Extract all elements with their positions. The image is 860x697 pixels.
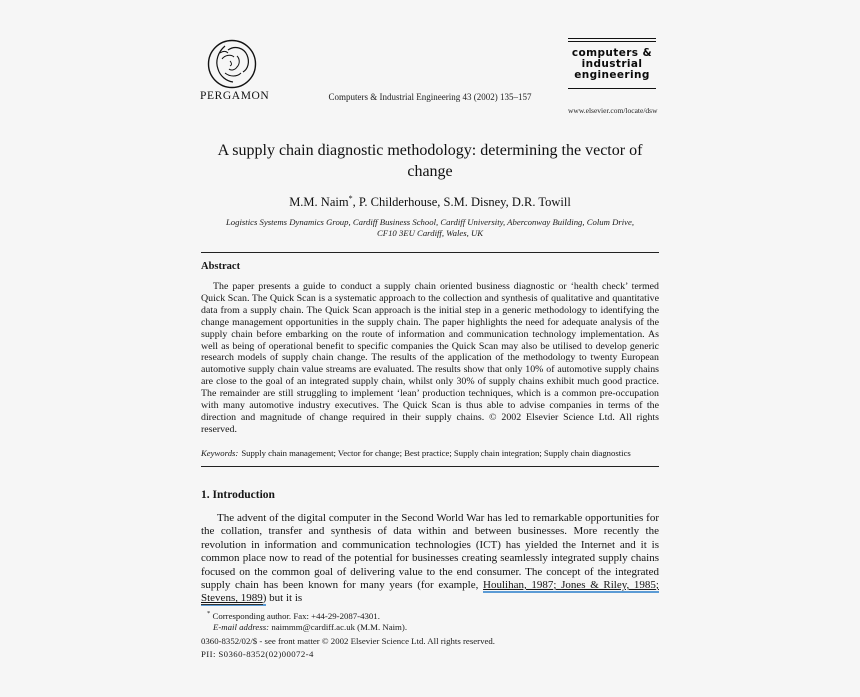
journal-box-bottom-rule	[568, 88, 656, 89]
journal-logo-title: computers & industrial engineering	[571, 47, 653, 81]
affiliation	[201, 217, 659, 238]
affiliation-line-2: CF10 3EU Cardiff, Wales, UK	[376, 227, 484, 238]
footnote-corresponding-text: Corresponding author. Fax: +44-29-2087-4301.	[210, 610, 380, 621]
footnote-divider	[201, 604, 263, 605]
journal-citation-line: Computers & Industrial Engineering 43 (2002) 135–157	[328, 92, 532, 102]
footnote-asterisk: *	[207, 610, 211, 617]
introduction-text-after: but it is	[266, 592, 303, 605]
citation-separator: ;	[553, 579, 562, 592]
section-heading-introduction: 1. Introduction	[201, 489, 275, 501]
abstract-text: The paper presents a guide to conduct a supply chain oriented business diagnostic or ‘health check’ termed Quick Scan. The Quick Scan is a systematic approach to the collection and synthesis of qualitative and quantitative data from a supply chain. The Quick Scan approach is the initial step in a generic methodology to identifying the change management opportunities in the supply chain. The paper highlights the need for adequate analysis of the supply chain before embarking on the route of information and communication technology implementation. As well as being of operational benefit to specific companies the Quick Scan may also be utilised to develop generic research models of supply chain change. The results of the application of the methodology to twenty European automotive supply chain value streams are evaluated. The results show that only 10% of automotive supply chains are close to the goal of an integrated supply chain, whilst only 30% of supply chains exhibit much good practice. The remainder are still struggling to implement ‘lean’ production techniques, which is a common pre-occupation with many automotive industry executives. The Quick Scan is thus able to advise companies in terms of the direction and magnitude of change required in their supply chains. © 2002 Elsevier Science Ltd. All rights reserved.	[201, 281, 659, 435]
pergamon-logo-icon	[204, 39, 262, 95]
citation-separator: ;	[655, 579, 659, 592]
introduction-text-before: The advent of the digital computer in the Second World War has led to remarkable opportunities for the collation, transfer and synthesis of data within and between businesses. More recently the revolution in information and communication technologies (ICT) has yielded the Internet and it is common place now to read of the potential for businesses creating seamlessly integrated supply chains focused on the common goal of delivering value to the end consumer. The concept of the integrated supply chain has been known for many years (for example,	[201, 512, 659, 592]
citation-link-jones-riley[interactable]: Jones & Riley, 1985	[561, 579, 656, 592]
page-title: A supply chain diagnostic methodology: determining the vector of change	[217, 142, 643, 180]
email-label: E-mail address:	[213, 622, 270, 633]
imprint-pii-line: PII: S0360-8352(02)00072-4	[201, 649, 314, 659]
authors-line	[201, 194, 659, 210]
keywords-line	[201, 448, 659, 458]
email-value[interactable]: naimmm@cardiff.ac.uk (M.M. Naim).	[269, 622, 408, 633]
abstract-top-divider	[201, 252, 659, 253]
imprint-copyright-line: 0360-8352/02/$ - see front matter © 2002 Elsevier Science Ltd. All rights reserved.	[201, 636, 495, 646]
author-names-rest: , P. Childerhouse, S.M. Disney, D.R. Towill	[352, 195, 571, 210]
keywords-label: Keywords:	[201, 448, 239, 458]
keywords-bottom-divider	[201, 466, 659, 467]
citation-link-stevens[interactable]: Stevens, 1989	[201, 592, 263, 605]
citation-close-paren: )	[262, 592, 267, 605]
journal-logo-box	[568, 38, 656, 89]
abstract-heading: Abstract	[201, 261, 241, 272]
affiliation-line-1: Logistics Systems Dynamics Group, Cardiff Business School, Cardiff University, Aberconway Building, Colum Drive,	[225, 217, 635, 227]
author-name-naim: M.M. Naim	[289, 195, 349, 210]
introduction-paragraph	[201, 512, 659, 606]
citation-link-houlihan[interactable]: Houlihan, 1987	[483, 579, 554, 592]
publisher-name: PERGAMON	[200, 90, 270, 102]
footnote-corresponding-author	[201, 608, 659, 622]
corresponding-author-asterisk: *	[348, 194, 353, 203]
elsevier-url[interactable]: www.elsevier.com/locate/dsw	[568, 106, 658, 115]
footnote-email	[201, 622, 659, 634]
footnote	[201, 608, 659, 634]
keywords-text: Supply chain management; Vector for change; Best practice; Supply chain integration; Supply chain diagnostics	[241, 448, 631, 458]
